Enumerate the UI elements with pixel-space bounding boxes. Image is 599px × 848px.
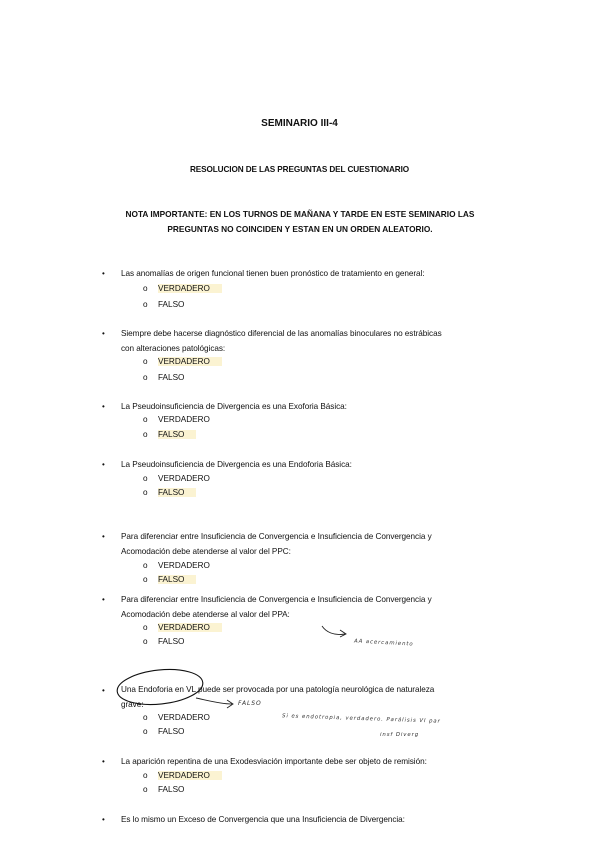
option-falso [143, 430, 196, 439]
option-label: VERDADERO [158, 561, 210, 570]
option-marker: o [143, 727, 148, 736]
bullet: • [102, 329, 105, 338]
option-label: VERDADERO [158, 415, 210, 424]
option-verdadero [143, 474, 213, 483]
option-verdadero [143, 415, 213, 424]
annotation-note-endotropia: Si es endotropia, verdadero. Parálisis VI par [281, 713, 441, 725]
option-marker: o [143, 561, 148, 570]
option-falso [143, 373, 187, 382]
annotation-arrow-ppa [322, 626, 345, 635]
option-label: FALSO [158, 785, 185, 794]
option-falso [143, 637, 187, 646]
question-text-line: grave: [121, 699, 144, 709]
bullet: • [102, 595, 105, 604]
question-text-line: Acomodación debe atenderse al valor del PPC: [121, 546, 291, 556]
bullet: • [102, 402, 105, 411]
option-label: FALSO [158, 300, 185, 309]
option-label: VERDADERO [158, 623, 222, 632]
option-label: VERDADERO [158, 713, 210, 722]
option-label: FALSO [158, 727, 185, 736]
document-title: SEMINARIO III-4 [261, 118, 338, 129]
question-text-line: Siempre debe hacerse diagnóstico diferencial de las anomalías binoculares no estrábicas [121, 329, 442, 338]
option-label: VERDADERO [158, 284, 222, 293]
option-label: VERDADERO [158, 771, 222, 780]
option-verdadero [143, 713, 213, 722]
question-text-line: Para diferenciar entre Insuficiencia de Convergencia e Insuficiencia de Convergencia y [121, 532, 432, 541]
option-verdadero [143, 623, 222, 632]
question-text [121, 530, 521, 559]
option-label: FALSO [158, 637, 185, 646]
question-text: La Pseudoinsuficiencia de Divergencia es una Endoforia Básica: [121, 460, 352, 469]
question-text: Las anomalías de origen funcional tienen buen pronóstico de tratamiento en general: [121, 269, 425, 278]
option-marker: o [143, 357, 148, 366]
bullet: • [102, 815, 105, 824]
option-label: VERDADERO [158, 474, 210, 483]
option-falso [143, 785, 187, 794]
question-text: La aparición repentina de una Exodesviación importante debe ser objeto de remisión: [121, 757, 427, 766]
important-note-line-1: NOTA IMPORTANTE: EN LOS TURNOS DE MAÑANA Y TARDE EN ESTE SEMINARIO LAS [125, 209, 475, 219]
document-subtitle: RESOLUCION DE LAS PREGUNTAS DEL CUESTIONARIO [189, 165, 410, 174]
bullet: • [102, 757, 105, 766]
option-label: FALSO [158, 373, 185, 382]
bullet: • [102, 686, 105, 695]
option-falso [143, 300, 187, 309]
option-marker: o [143, 373, 148, 382]
option-marker: o [143, 713, 148, 722]
question-text: La Pseudoinsuficiencia de Divergencia es una Exoforia Básica: [121, 402, 347, 411]
option-marker: o [143, 637, 148, 646]
option-falso [143, 727, 187, 736]
question-text-line: Acomodación debe atenderse al valor del PPA: [121, 609, 290, 619]
option-marker: o [143, 575, 148, 584]
question-text [121, 593, 521, 622]
annotation-note-ppa: AA acercamiento [353, 638, 414, 648]
option-falso [143, 488, 196, 497]
option-marker: o [143, 415, 148, 424]
option-verdadero [143, 357, 222, 366]
option-label: VERDADERO [158, 357, 222, 366]
annotation-note-diverg: insf Diverg [380, 732, 420, 738]
option-marker: o [143, 785, 148, 794]
bullet: • [102, 269, 105, 278]
option-label: FALSO [158, 488, 196, 497]
annotation-note-falso: FALSO [238, 700, 262, 707]
option-marker: o [143, 474, 148, 483]
question-text [121, 327, 521, 356]
annotation-arrowhead-ppa [340, 630, 346, 637]
option-label: FALSO [158, 430, 196, 439]
option-verdadero [143, 771, 222, 780]
option-marker: o [143, 284, 148, 293]
important-note-line-2: PREGUNTAS NO COINCIDEN Y ESTAN EN UN ORDEN ALEATORIO. [167, 224, 433, 234]
question-text-line: con alteraciones patológicas: [121, 343, 226, 353]
option-label: FALSO [158, 575, 196, 584]
question-text-line: Para diferenciar entre Insuficiencia de Convergencia e Insuficiencia de Convergencia y [121, 595, 432, 604]
question-text-line: Una Endoforia en VL puede ser provocada por una patología neurológica de naturaleza [121, 685, 435, 694]
option-marker: o [143, 300, 148, 309]
option-marker: o [143, 771, 148, 780]
question-text [121, 683, 521, 712]
bullet: • [102, 460, 105, 469]
option-falso [143, 575, 196, 584]
option-marker: o [143, 430, 148, 439]
important-note [90, 207, 510, 237]
bullet: • [102, 532, 105, 541]
option-verdadero [143, 561, 213, 570]
question-text: Es lo mismo un Exceso de Convergencia que una Insuficiencia de Divergencia: [121, 815, 405, 824]
option-marker: o [143, 623, 148, 632]
option-marker: o [143, 488, 148, 497]
option-verdadero [143, 284, 222, 293]
